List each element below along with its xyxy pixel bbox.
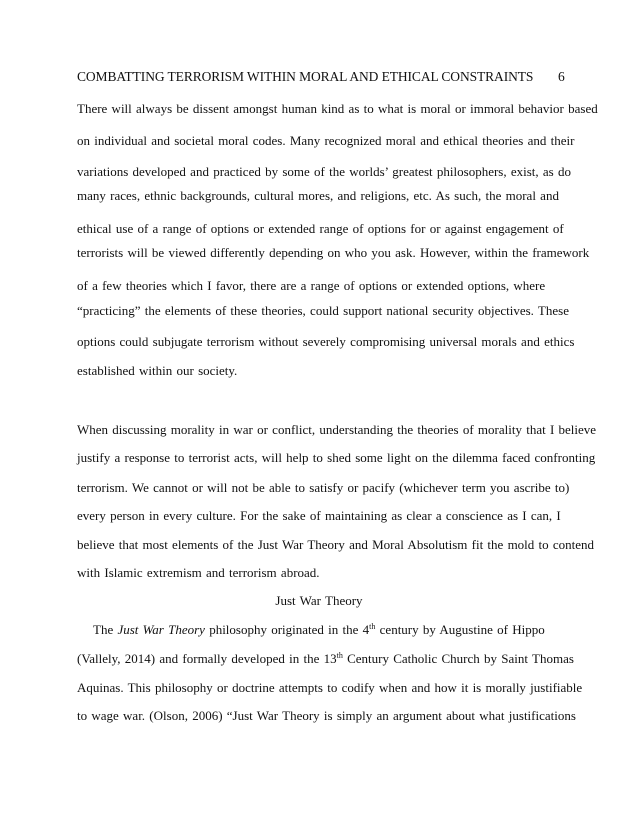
text-line: ethical use of a range of options or extended range of options for or against engagement of: [77, 221, 564, 236]
text-line: Aquinas. This philosophy or doctrine attempts to codify when and how it is morally justifiable: [77, 680, 583, 695]
text-line: every person in every culture. For the sake of maintaining as clear a conscience as I can, I: [77, 508, 561, 523]
text-line: [93, 622, 545, 638]
running-head-title: COMBATTING TERRORISM WITHIN MORAL AND ETHICAL CONSTRAINTS: [77, 69, 534, 84]
text-run: philosophy originated in the 4: [204, 622, 370, 637]
text-line: [77, 651, 574, 667]
italic-title: Just War Theory: [117, 622, 205, 637]
text-run: (Vallely, 2014) and formally developed in the 13: [77, 651, 337, 666]
page-number: 6: [558, 69, 565, 84]
section-heading: Just War Theory: [275, 593, 363, 608]
text-line: many races, ethnic backgrounds, cultural mores, and religions, etc. As such, the moral and: [77, 188, 559, 203]
text-line: to wage war. (Olson, 2006) “Just War Theory is simply an argument about what justifications: [77, 708, 576, 723]
running-header: [77, 69, 577, 85]
text-line: There will always be dissent amongst human kind as to what is moral or immoral behavior based: [77, 101, 598, 116]
text-line: “practicing” the elements of these theories, could support national security objectives. These: [77, 303, 569, 318]
text-line: on individual and societal moral codes. Many recognized moral and ethical theories and their: [77, 133, 575, 148]
text-run: century by Augustine of Hippo: [375, 622, 545, 637]
text-line: of a few theories which I favor, there are a range of options or extended options, where: [77, 278, 546, 293]
text-run: The: [93, 622, 118, 637]
text-run: Century Catholic Church by Saint Thomas: [342, 651, 574, 666]
text-line: When discussing morality in war or conflict, understanding the theories of morality that I believe: [77, 422, 597, 437]
text-line: variations developed and practiced by some of the worlds’ greatest philosophers, exist, as do: [77, 164, 571, 179]
ordinal-suffix: th: [369, 622, 376, 631]
text-line: established within our society.: [77, 363, 238, 378]
text-line: terrorists will be viewed differently depending on who you ask. However, within the framework: [77, 245, 590, 260]
text-line: with Islamic extremism and terrorism abroad.: [77, 565, 320, 580]
ordinal-suffix: th: [336, 651, 343, 660]
text-line: believe that most elements of the Just War Theory and Moral Absolutism fit the mold to contend: [77, 537, 595, 552]
text-line: terrorism. We cannot or will not be able to satisfy or pacify (whichever term you ascribe to): [77, 480, 570, 495]
text-line: justify a response to terrorist acts, will help to shed some light on the dilemma faced confronting: [77, 450, 596, 465]
text-line: options could subjugate terrorism without severely compromising universal morals and ethics: [77, 334, 575, 349]
